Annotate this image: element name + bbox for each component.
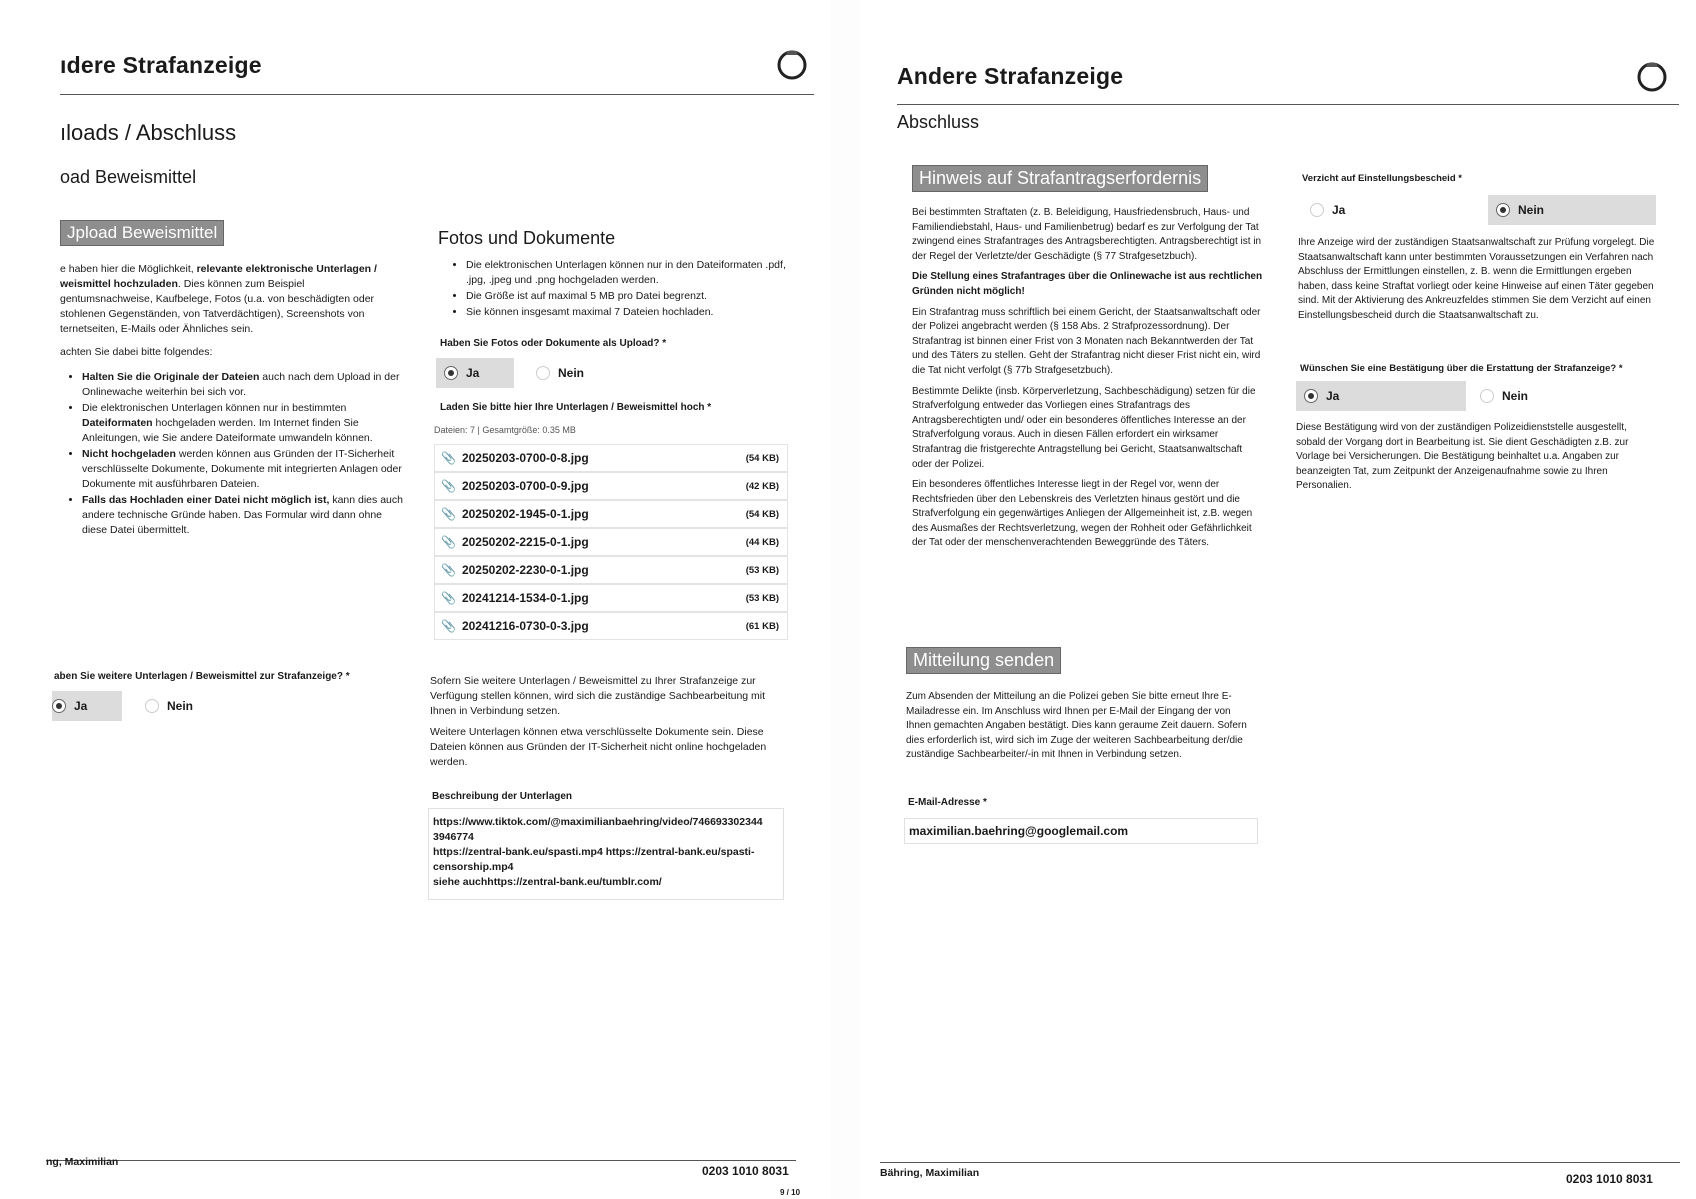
file-name: 20250202-2215-0-1.jpg [461,535,589,549]
photo-rules-list [448,258,788,321]
more-evidence-no-option[interactable] [137,691,227,721]
footer-divider [880,1162,1680,1163]
file-name: 20250202-2230-0-1.jpg [461,563,589,577]
radio-selected-icon [444,366,458,380]
notice-text [912,206,1264,551]
radio-selected-icon [52,699,66,713]
paperclip-icon: 📎 [441,619,456,633]
hint-bold: Dateiformaten [82,417,153,429]
waiver-yes-label: Ja [1332,203,1346,217]
radio-empty-icon [1310,203,1324,217]
hint-list [64,370,409,539]
send-banner: Mitteilung senden [906,647,1061,674]
more-evidence-radio-group [52,691,352,721]
hint-item [82,493,409,538]
footer-name: Bähring, Maximilian [880,1167,980,1179]
description-label: Beschreibung der Unterlagen [432,791,573,802]
photo-rule-item: • Die elektronischen Unterlagen können nur in den Dateiformaten .pdf, .jpg, .jpeg und .png hochgeladen werden. [466,258,788,288]
further-evidence-text [430,674,790,770]
paperclip-icon: 📎 [441,591,456,605]
notice-banner: Hinweis auf Strafantragserfordernis [912,165,1208,192]
right-page [860,0,1696,1199]
intro-line1-bold: relevante elektronische Unterlagen / [196,263,377,275]
file-size: (54 KB) [745,452,779,464]
upload-yes-label: Ja [466,366,480,380]
hint-bold: Halten Sie die Originale der Dateien [82,371,260,383]
description-line: 3946774 [433,831,474,843]
header-divider [60,94,814,95]
waiver-radio-group [1302,195,1696,225]
page-number: 9 / 10 [780,1188,801,1197]
file-name: 20250203-0700-0-9.jpg [461,479,589,493]
more-evidence-question: aben Sie weitere Unterlagen / Beweismittel zur Strafanzeige? * [54,671,350,682]
police-logo-icon [1636,58,1668,92]
file-item[interactable] [434,612,788,640]
photos-title: Fotos und Dokumente [438,228,616,248]
file-size: (54 KB) [745,508,779,520]
notice-paragraph: Ein besonderes öffentliches Interesse liegt in der Regel vor, wenn der Rechtsfrieden über den Lebenskreis des Verletzten hinaus gestört und die Strafverfolgung ein gegenwärtiges Anliegen der Allgemeinheit ist, z.B. wegen des Ausmaßes der Rechtsverletzung, wegen der Rohheit oder Gefährlichkeit der Tat oder der menschenverachtenden Beweggründe des Täters. [912,479,1253,549]
upload-prompt: Laden Sie bitte hier Ihre Unterlagen / Beweismittel hoch * [440,402,712,413]
email-label: E-Mail-Adresse * [908,797,987,808]
confirmation-yes-option[interactable] [1296,381,1466,411]
waiver-no-label: Nein [1518,203,1545,217]
paperclip-icon: 📎 [441,507,456,521]
radio-empty-icon [1480,389,1494,403]
file-size: (53 KB) [745,564,779,576]
confirmation-yes-label: Ja [1326,389,1340,403]
subsection-title: oad Beweismittel [60,167,197,187]
file-item[interactable] [434,472,788,500]
more-evidence-no-label: Nein [167,699,194,713]
upload-no-label: Nein [558,366,585,380]
hint-text: Die elektronischen Unterlagen können nur in bestimmten [82,402,347,414]
section-title: Abschluss [897,112,980,132]
intro-text [60,262,410,360]
photo-rule-item: • Sie können insgesamt maximal 7 Dateien hochladen. [466,305,788,320]
send-text: Zum Absenden der Mitteilung an die Polizei geben Sie bitte erneut Ihre E-Mailadresse ein. Im Anschluss wird Ihnen per E-Mail der Eingang der von Ihnen gemachten Angaben bestätigt. Dies kann geraume Zeit dauern. Sofern dies erforderlich ist, wird sich im Zuge der weiteren Sachbearbeitung der/die zuständige Sachbearbeiter/-in mit Ihnen in Verbindung setzen. [906,691,1247,761]
page-gap [830,0,860,1199]
waiver-no-option[interactable] [1488,195,1656,225]
footer-number: 0203 1010 8031 [702,1164,789,1178]
intro-line4: stohlenen Gegenständen, von Tatverdächtigen), Screenshots von [60,308,365,320]
file-item[interactable] [434,500,788,528]
file-name: 20241216-0730-0-3.jpg [461,619,589,633]
paperclip-icon: 📎 [441,451,456,465]
file-item[interactable] [434,556,788,584]
further-paragraph: Weitere Unterlagen können etwa verschlüsselte Dokumente sein. Diese Dateien können aus Gründen der IT-Sicherheit nicht online hochgeladen werden. [430,726,767,768]
hint-bold: Nicht hochgeladen [82,448,176,460]
description-line: siehe auchhttps://zentral-bank.eu/tumblr.com/ [433,876,662,888]
paperclip-icon: 📎 [441,535,456,549]
intro-line2-bold: weismittel hochzuladen [60,278,178,290]
notice-paragraph: Bestimmte Delikte (insb. Körperverletzung, Sachbeschädigung) setzen für die Strafverfolgung entweder das Vorliegen eines Strafantrags des Antragsberechtigten und/ oder ein besonderes öffentliches Interesse an der Strafverfolgung voraus. Auch in diesen Fällen erfordert ein wirksamer Strafantrag die fristgerechte Antragstellung bei Gericht, Staatsanwaltschaft oder der Polizei. [912,385,1256,470]
footer-number: 0203 1010 8031 [1566,1172,1653,1186]
file-item[interactable] [434,528,788,556]
hint-text: auch nach dem Upload in der Onlinewache weiterhin bei sich vor. [82,371,400,398]
further-paragraph: Sofern Sie weitere Unterlagen / Beweismittel zu Ihrer Strafanzeige zur Verfügung stellen können, wird sich die zuständige Sachbearbeitung mit Ihnen in Verbindung setzen. [430,675,766,717]
upload-no-option[interactable] [528,358,628,388]
file-item[interactable] [434,584,788,612]
hint-item [82,447,409,492]
paperclip-icon: 📎 [441,563,456,577]
notice-paragraph: Bei bestimmten Straftaten (z. B. Beleidigung, Hausfriedensbruch, Haus- und Familiendiebstahl, Haus- und Familienbetrug) bedarf es zur Verfolgung der Tat zwingend eines Strafantrages des Antragsberechtigten. Antragsberechtigt ist in der Regel der Verletzte/der Geschädigte (§ 77 Strafgesetzbuch). [912,207,1262,262]
description-line: https://www.tiktok.com/@maximilianbaehring/video/746693302344 [433,816,763,828]
radio-selected-icon [1304,389,1318,403]
header-divider [897,104,1679,105]
file-size: (42 KB) [745,480,779,492]
upload-banner: Jpload Beweismittel [60,220,224,246]
hint-text: kann dies auch andere technische Gründe haben. Das Formular wird dann ohne diese Datei übermittelt. [82,494,403,536]
file-name: 20241214-1534-0-1.jpg [461,591,589,605]
intro-line1-prefix: e haben hier die Möglichkeit, [60,263,197,275]
files-summary: Dateien: 7 | Gesamtgröße: 0.35 MB [434,425,576,435]
notice-paragraph: Die Stellung eines Strafantrages über die Onlinewache ist aus rechtlichen Gründen nicht möglich! [912,271,1263,297]
photo-rule-item: • Die Größe ist auf maximal 5 MB pro Datei begrenzt. [466,289,788,304]
intro-line2-rest: . Dies können zum Beispiel [177,278,305,290]
file-size: (61 KB) [745,620,779,632]
intro-line3: gentumsnachweise, Kaufbelege, Fotos (u.a. von beschädigten oder [60,293,375,305]
upload-radio-group [436,358,736,388]
confirmation-no-label: Nein [1502,389,1529,403]
description-textarea[interactable] [428,808,784,900]
more-evidence-yes-label: Ja [74,699,88,713]
description-line: https://zentral-bank.eu/spasti.mp4 https://zentral-bank.eu/spasti- [433,846,755,858]
waiver-label: Verzicht auf Einstellungsbescheid * [1302,173,1462,184]
notice-paragraph: Ein Strafantrag muss schriftlich bei einem Gericht, der Staatsanwaltschaft oder der Polizei angebracht werden (§ 158 Abs. 2 Strafprozessordnung). Der Strafantrag ist binnen einer Frist von 3 Monaten nach Bekanntwerden der Tat und des Täters zu stellen. Geht der Strafantrag nicht dieser Frist nicht ein, wird die Tat nicht verfolgt (§ 77b Strafgesetzbuch). [912,306,1261,376]
upload-yes-option[interactable] [436,358,514,388]
confirmation-label: Wünschen Sie eine Bestätigung über die Erstattung der Strafanzeige? * [1300,363,1623,374]
hint-item [82,401,409,446]
left-page [0,0,830,1199]
hint-text: hochgeladen werden. Im Internet finden Sie Anleitungen, wie Sie andere Dateiformate umwandeln können. [82,417,373,444]
observe-text: achten Sie dabei bitte folgendes: [60,346,213,358]
hint-text: werden können aus Gründen der IT-Sicherheit verschlüsselte Dokumente, Dokumente mit integrierten Anlagen oder Dokumente mit ausführbaren Dateien. [82,448,402,490]
footer-name: ng, Maximilian [46,1156,119,1168]
confirmation-text: Diese Bestätigung wird von der zuständigen Polizeidienststelle ausgestellt, sobald der Vorgang dort in Bearbeitung ist. Sie dient Geschädigten z.B. zur Vorlage bei Versicherungen. Die Bestätigung beinhaltet u.a. Angaben zur beanzeigten Tat, zum Zeitpunkt der Anzeigenaufnahme sowie zu Ihren Personalien. [1296,422,1629,492]
intro-line5: ternetseiten, E-Mails oder Ähnliches sein. [60,323,254,335]
confirmation-radio-group [1296,381,1696,411]
paperclip-icon: 📎 [441,479,456,493]
file-name: 20250203-0700-0-8.jpg [461,451,589,465]
section-title: ıloads / Abschluss [60,120,237,145]
file-size: (44 KB) [745,536,779,548]
page-header-title: Andere Strafanzeige [897,63,1124,89]
radio-selected-icon [1496,203,1510,217]
email-input[interactable]: maximilian.baehring@googlemail.com [904,818,1258,844]
file-item[interactable] [434,444,788,472]
radio-empty-icon [536,366,550,380]
police-logo-icon [776,46,808,80]
file-size: (53 KB) [745,592,779,604]
waiver-yes-option[interactable] [1302,195,1422,225]
footer-divider [46,1160,796,1161]
hint-bold: Falls das Hochladen einer Datei nicht möglich ist, [82,494,330,506]
radio-empty-icon [145,699,159,713]
hint-item [82,370,409,400]
more-evidence-yes-option[interactable] [52,691,122,721]
file-name: 20250202-1945-0-1.jpg [461,507,589,521]
description-line: censorship.mp4 [433,861,514,873]
upload-question: Haben Sie Fotos oder Dokumente als Upload? * [440,338,667,349]
confirmation-no-option[interactable] [1472,381,1592,411]
page-header-title: ıdere Strafanzeige [60,52,262,78]
waiver-text: Ihre Anzeige wird der zuständigen Staatsanwaltschaft zur Prüfung vorgelegt. Die Staatsanwaltschaft kann unter bestimmten Voraussetzungen ein Verfahren nach Abschluss der Ermittlungen einstellen, z. B. wenn die Ermittlungen ergeben haben, dass keine Straftat vorliegt oder keine Hinweise auf einen Täter gegeben sind. Mit der Aktivierung des Ankreuzfeldes stimmen Sie dem Verzicht auf einen Einstellungsbescheid durch die Staatsanwaltschaft zu. [1298,237,1655,321]
